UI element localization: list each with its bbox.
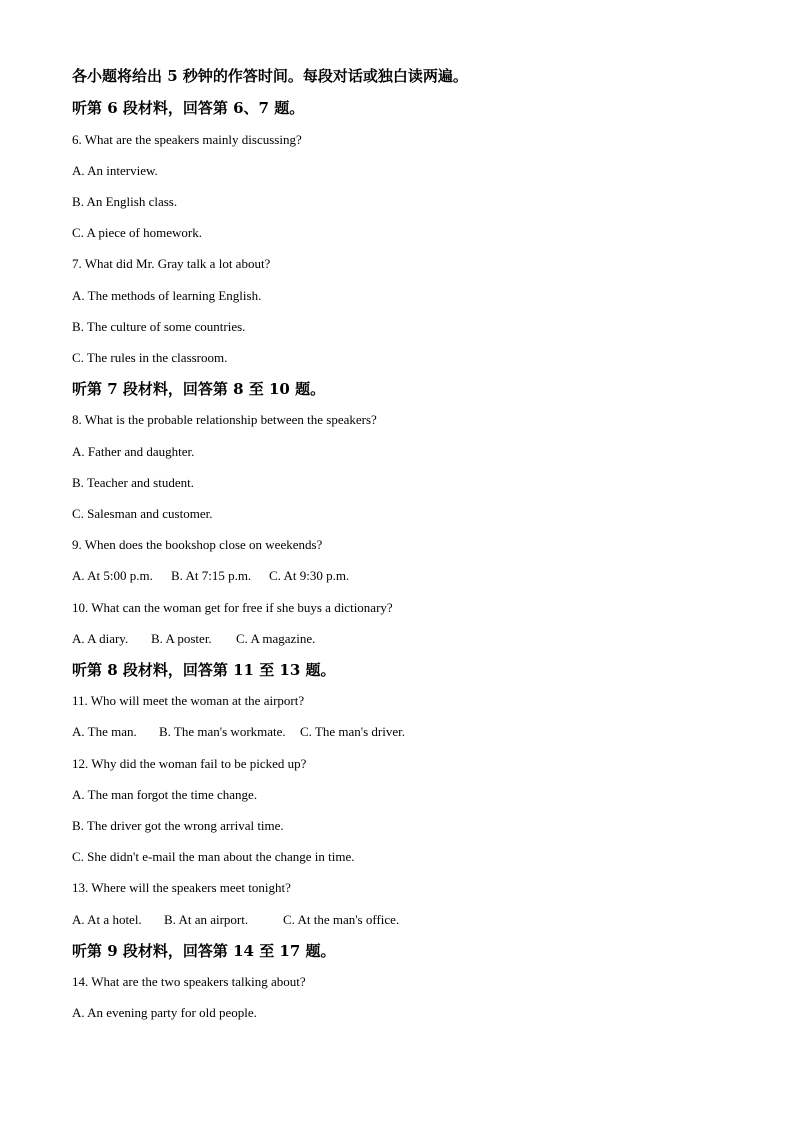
question-11-options [72,724,405,740]
question-13-option-c: C. At the man's office. [283,912,400,927]
question-13: 13. Where will the speakers meet tonight? [72,880,291,895]
question-13-options [72,912,399,928]
question-11: 11. Who will meet the woman at the airport? [72,693,305,708]
section-heading-6: 听第 6 段材料，回答第 6、7 题。 [72,99,305,117]
question-7: 7. What did Mr. Gray talk a lot about? [72,256,271,271]
question-6-option-a: A. An interview. [72,163,158,178]
question-8-option-c: C. Salesman and customer. [72,506,213,521]
question-12-option-c: C. She didn't e-mail the man about the change in time. [72,849,355,864]
question-8-option-b: B. Teacher and student. [72,475,194,490]
question-6-option-b: B. An English class. [72,194,178,209]
question-11-option-c: C. The man's driver. [300,724,406,739]
question-14: 14. What are the two speakers talking about? [72,974,306,989]
question-9-options [72,568,349,584]
section-heading-9: 听第 9 段材料，回答第 14 至 17 题。 [72,942,336,960]
question-13-option-a: A. At a hotel. [72,912,142,927]
question-14-option-a: A. An evening party for old people. [72,1005,257,1020]
question-8-option-a: A. Father and daughter. [72,444,195,459]
question-11-option-b: B. The man's workmate. [159,724,286,739]
question-11-option-a: A. The man. [72,724,137,739]
question-13-option-b: B. At an airport. [164,912,249,927]
question-7-option-a: A. The methods of learning English. [72,288,262,303]
question-9-option-c: C. At 9:30 p.m. [269,568,350,583]
section-heading-8: 听第 8 段材料，回答第 11 至 13 题。 [72,661,336,679]
intro-instruction: 各小题将给出 5 秒钟的作答时间。每段对话或独白读两遍。 [72,67,468,85]
section-heading-7: 听第 7 段材料，回答第 8 至 10 题。 [72,380,326,398]
question-6-option-c: C. A piece of homework. [72,225,202,240]
question-9: 9. When does the bookshop close on weekends? [72,537,323,552]
question-8: 8. What is the probable relationship between the speakers? [72,412,377,427]
question-12: 12. Why did the woman fail to be picked up? [72,756,307,771]
question-10-options [72,631,315,647]
question-12-option-a: A. The man forgot the time change. [72,787,258,802]
question-10-option-b: B. A poster. [151,631,212,646]
question-9-option-b: B. At 7:15 p.m. [171,568,252,583]
question-10-option-c: C. A magazine. [236,631,316,646]
question-7-option-b: B. The culture of some countries. [72,319,246,334]
question-9-option-a: A. At 5:00 p.m. [72,568,153,583]
question-10: 10. What can the woman get for free if she buys a dictionary? [72,600,393,615]
question-6: 6. What are the speakers mainly discussing? [72,132,302,147]
question-12-option-b: B. The driver got the wrong arrival time. [72,818,284,833]
question-10-option-a: A. A diary. [72,631,129,646]
question-7-option-c: C. The rules in the classroom. [72,350,228,365]
